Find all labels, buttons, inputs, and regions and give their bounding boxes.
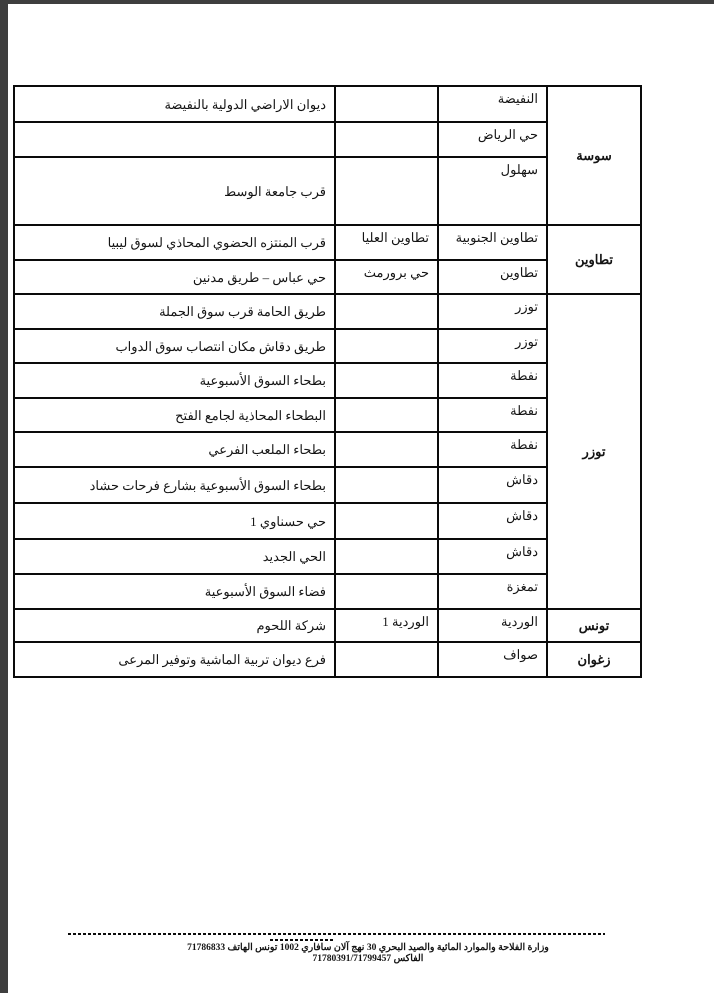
- table-row: [14, 294, 641, 329]
- delegation-cell: دقاش: [438, 467, 547, 503]
- footer-separator-short: [270, 939, 334, 941]
- table-row: [14, 467, 641, 503]
- location-cell: شركة اللحوم: [14, 609, 335, 642]
- delegation-cell: توزر: [438, 294, 547, 329]
- table-row: [14, 329, 641, 363]
- sub-cell: [335, 363, 438, 398]
- locations-table-body: [14, 86, 641, 677]
- sub-cell: [335, 539, 438, 574]
- location-cell: بطحاء السوق الأسبوعية: [14, 363, 335, 398]
- table-row: [14, 539, 641, 574]
- table-row: [14, 260, 641, 294]
- delegation-cell: نفطة: [438, 363, 547, 398]
- location-cell: طريق دقاش مكان انتصاب سوق الدواب: [14, 329, 335, 363]
- location-cell: ديوان الاراضي الدولية بالنفيضة: [14, 86, 335, 122]
- table-row: [14, 574, 641, 609]
- delegation-cell: النفيضة: [438, 86, 547, 122]
- sub-cell: الوردية 1: [335, 609, 438, 642]
- sub-cell: [335, 86, 438, 122]
- location-cell: الحي الجديد: [14, 539, 335, 574]
- sub-cell: [335, 329, 438, 363]
- sub-cell: [335, 574, 438, 609]
- footer: [90, 943, 646, 964]
- sub-cell: حي برورمث: [335, 260, 438, 294]
- delegation-cell: تطاوين: [438, 260, 547, 294]
- sub-cell: [335, 398, 438, 432]
- sub-cell: تطاوين العليا: [335, 225, 438, 260]
- footer-fax: الفاكس 71780391/71799457: [312, 953, 424, 964]
- delegation-cell: صواف: [438, 642, 547, 677]
- delegation-cell: تطاوين الجنوبية: [438, 225, 547, 260]
- delegation-cell: نفطة: [438, 432, 547, 467]
- footer-separator-line: [68, 933, 605, 935]
- location-cell: حي عباس – طريق مدنين: [14, 260, 335, 294]
- delegation-cell: سهلول: [438, 157, 547, 225]
- location-cell: قرب المنتزه الحضوي المحاذي لسوق ليبيا: [14, 225, 335, 260]
- table-row: [14, 642, 641, 677]
- location-cell: طريق الحامة قرب سوق الجملة: [14, 294, 335, 329]
- delegation-cell: دقاش: [438, 539, 547, 574]
- location-cell: حي حسناوي 1: [14, 503, 335, 539]
- location-cell: قرب جامعة الوسط: [14, 157, 335, 225]
- sub-cell: [335, 503, 438, 539]
- table-row: [14, 609, 641, 642]
- delegation-cell: تمغزة: [438, 574, 547, 609]
- sub-cell: [335, 432, 438, 467]
- delegation-cell: الوردية: [438, 609, 547, 642]
- table-row: [14, 363, 641, 398]
- scan-edge-left: [0, 0, 8, 993]
- location-cell: [14, 122, 335, 157]
- table-row: [14, 86, 641, 122]
- region-cell: تونس: [547, 609, 641, 642]
- location-cell: فضاء السوق الأسبوعية: [14, 574, 335, 609]
- sub-cell: [335, 642, 438, 677]
- table-row: [14, 503, 641, 539]
- sub-cell: [335, 122, 438, 157]
- region-cell: تطاوين: [547, 225, 641, 294]
- footer-ministry-address: وزارة الفلاحة والموارد المائية والصيد البحري 30 نهج آلان سافاري 1002 تونس الهاتف 71786833: [187, 943, 549, 953]
- region-cell: زغوان: [547, 642, 641, 677]
- table-row: [14, 432, 641, 467]
- table-row: [14, 122, 641, 157]
- table-row: [14, 398, 641, 432]
- delegation-cell: حي الرياض: [438, 122, 547, 157]
- sub-cell: [335, 294, 438, 329]
- sub-cell: [335, 467, 438, 503]
- delegation-cell: نفطة: [438, 398, 547, 432]
- location-cell: بطحاء الملعب الفرعي: [14, 432, 335, 467]
- table-row: [14, 157, 641, 225]
- delegation-cell: توزر: [438, 329, 547, 363]
- table-row: [14, 225, 641, 260]
- sub-cell: [335, 157, 438, 225]
- region-cell: توزر: [547, 294, 641, 609]
- location-cell: بطحاء السوق الأسبوعية بشارع فرحات حشاد: [14, 467, 335, 503]
- location-cell: فرع ديوان تربية الماشية وتوفير المرعى: [14, 642, 335, 677]
- region-cell: سوسة: [547, 86, 641, 225]
- location-cell: البطحاء المحاذية لجامع الفتح: [14, 398, 335, 432]
- locations-table: [13, 85, 642, 678]
- scan-edge-top: [0, 0, 714, 4]
- delegation-cell: دقاش: [438, 503, 547, 539]
